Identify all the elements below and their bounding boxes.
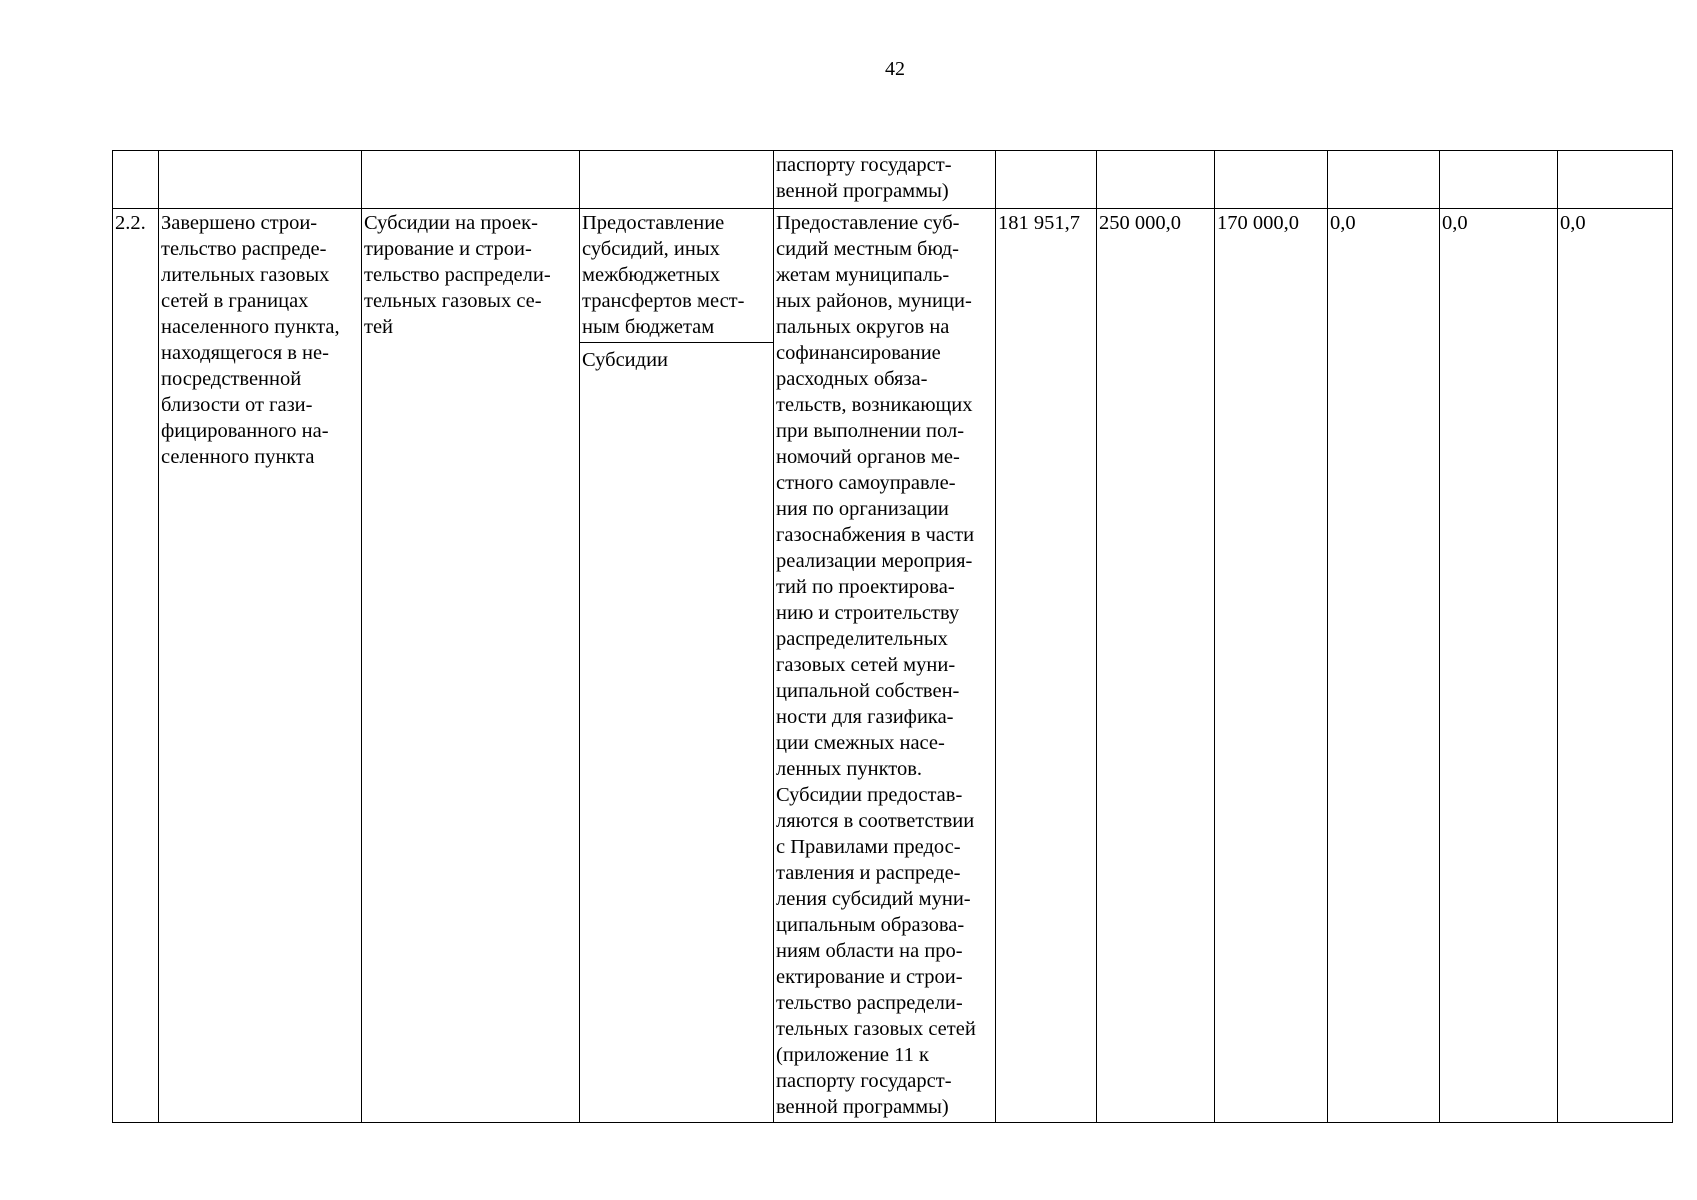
cont-cell-description [774, 151, 996, 209]
value-cell: 250 000,0 [1097, 209, 1215, 1123]
cont-cell-name [362, 151, 580, 209]
text-line: (приложение 11 к [776, 1044, 929, 1066]
name-cell [362, 209, 580, 1123]
text-line: Предоставление [582, 212, 725, 234]
text-line: ции смежных насе- [776, 732, 945, 754]
text-line: посредственной [161, 368, 302, 390]
text-line: населенного пункта, [161, 316, 340, 338]
value-cell: 170 000,0 [1215, 209, 1328, 1123]
row-number: 2.2. [113, 209, 159, 1123]
text-line: с Правилами предос- [776, 836, 961, 858]
text-line: ляются в соответствии [776, 810, 975, 832]
text-line: лительных газовых [161, 264, 330, 286]
text-line: сидий местным бюд- [776, 238, 960, 260]
text-line: ных районов, муници- [776, 290, 972, 312]
text-line: ектирование и строи- [776, 966, 963, 988]
table-row [113, 209, 1673, 1123]
text-line: селенного пункта [161, 446, 315, 468]
cont-cell-number [113, 151, 159, 209]
text-line: распределительных [776, 628, 948, 650]
text-line: находящегося в не- [161, 342, 329, 364]
text-line: ности для газифика- [776, 706, 954, 728]
value-cell: 181 951,7 [996, 209, 1097, 1123]
cont-cell-type [580, 151, 774, 209]
text-line: ления субсидий муни- [776, 888, 971, 910]
text-line: Субсидии предостав- [776, 784, 963, 806]
text-line: тий по проектирова- [776, 576, 955, 598]
cont-cell-value [996, 151, 1097, 209]
text-line: Предоставление суб- [776, 212, 960, 234]
text-line: пальных округов на [776, 316, 950, 338]
text-line: тирование и строи- [364, 238, 532, 260]
text-line: тавления и распреде- [776, 862, 961, 884]
text-line: ципальным образова- [776, 914, 965, 936]
cont-cell-value [1558, 151, 1673, 209]
text-line: трансфертов мест- [582, 290, 745, 312]
text-line: ниям области на про- [776, 940, 963, 962]
text-line: ния по организации [776, 498, 949, 520]
text-line: тельных газовых сетей [776, 1018, 976, 1040]
page-number: 42 [885, 58, 905, 80]
text-line: реализации мероприя- [776, 550, 973, 572]
text-line: паспорту государст- [776, 154, 952, 176]
result-cell [159, 209, 362, 1123]
text-line: венной программы) [776, 1096, 949, 1118]
cont-cell-result [159, 151, 362, 209]
text-line: при выполнении пол- [776, 420, 965, 442]
text-line: межбюджетных [582, 264, 721, 286]
text-line: тельных газовых се- [364, 290, 542, 312]
continuation-row [113, 151, 1673, 209]
text-line: газоснабжения в части [776, 524, 975, 546]
cont-cell-value [1328, 151, 1440, 209]
text-line: Субсидии на проек- [364, 212, 538, 234]
text-line: номочий органов ме- [776, 446, 960, 468]
text-line: тей [364, 316, 394, 338]
text-line: тельство распреде- [161, 238, 327, 260]
text-line: тельство распредели- [776, 992, 963, 1014]
cont-cell-value [1215, 151, 1328, 209]
text-line: расходных обяза- [776, 368, 928, 390]
text-line: венной программы) [776, 180, 949, 202]
text-line: близости от гази- [161, 394, 313, 416]
cont-cell-value [1440, 151, 1558, 209]
cont-cell-value [1097, 151, 1215, 209]
text-line: ципальной собствен- [776, 680, 960, 702]
value-cell: 0,0 [1328, 209, 1440, 1123]
text-line: жетам муниципаль- [776, 264, 950, 286]
text-line: паспорту государст- [776, 1070, 952, 1092]
text-line: субсидий, иных [582, 238, 720, 260]
text-line: фицированного на- [161, 420, 329, 442]
text-line: газовых сетей муни- [776, 654, 956, 676]
text-line: софинансирование [776, 342, 941, 364]
value-cell: 0,0 [1558, 209, 1673, 1123]
type-sub-block: Субсидии [582, 349, 669, 371]
program-table [112, 150, 1673, 1123]
type-cell [580, 209, 774, 1123]
text-line: сетей в границах [161, 290, 309, 312]
text-line: нию и строительству [776, 602, 960, 624]
text-line: тельство распредели- [364, 264, 551, 286]
text-line: Завершено строи- [161, 212, 318, 234]
value-cell: 0,0 [1440, 209, 1558, 1123]
text-line: тельств, возникающих [776, 394, 973, 416]
description-cell [774, 209, 996, 1123]
type-block [580, 209, 773, 343]
text-line: стного самоуправле- [776, 472, 956, 494]
text-line: ным бюджетам [582, 316, 715, 338]
text-line: ленных пунктов. [776, 758, 923, 780]
